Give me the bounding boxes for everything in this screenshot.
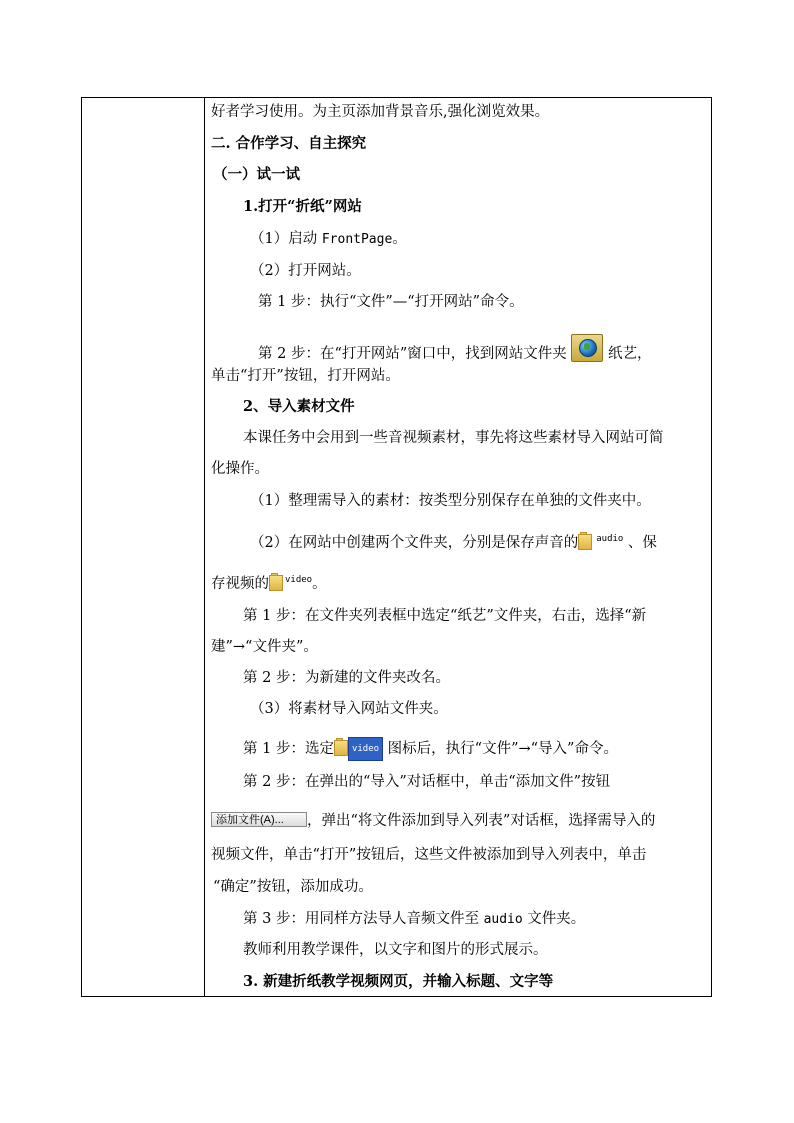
text-line (250, 229, 407, 250)
step-heading: 1.打开“折纸”网站 (243, 198, 362, 215)
text-line (243, 737, 618, 761)
text-line: 第 1 步：在文件夹列表框中选定“纸艺”文件夹，右击，选择“新 (243, 608, 647, 624)
text-line: （1）整理需导入的素材：按类型分别保存在单独的文件夹中。 (250, 493, 651, 509)
text-line (258, 334, 652, 364)
text-fragment: 文件夹。 (522, 911, 586, 927)
text-fragment: 存视频的 (211, 576, 269, 592)
text-line (211, 570, 327, 594)
text-line: 第 1 步：执行“文件”—“打开网站”命令。 (258, 294, 524, 310)
text-fragment: 图标后，执行“文件”→“导入”命令。 (383, 741, 618, 757)
globe-icon (579, 339, 597, 357)
column-divider (204, 98, 205, 996)
text-fragment: 、保 (623, 535, 657, 551)
audio-folder-label: audio (596, 534, 624, 544)
folder-icon (578, 532, 592, 550)
text-fragment: ，弹出“将文件添加到导入列表”对话框，选择需导入的 (307, 813, 656, 829)
subsection-heading: （一）试一试 (213, 166, 300, 183)
add-file-button: 添加文件(A)... (211, 812, 307, 827)
section-heading: 二. 合作学习、自主探究 (211, 135, 367, 152)
text-line: 第 2 步：在弹出的“导入”对话框中，单击“添加文件”按钮 (243, 774, 611, 790)
text-fragment: 第 1 步：选定 (243, 741, 334, 757)
text-line: 好者学习使用。为主页添加背景音乐,强化浏览效果。 (211, 104, 550, 120)
text-line: 视频文件，单击“打开”按钮后，这些文件被添加到导入列表中，单击 (211, 847, 647, 863)
web-folder-icon (571, 334, 603, 362)
text-line: “确定”按钮，添加成功。 (213, 879, 373, 895)
text-line: 第 2 步：为新建的文件夹改名。 (243, 670, 450, 686)
video-folder-label: video (285, 575, 313, 585)
text-fragment: 第 3 步：用同样方法导人音频文件至 (243, 911, 484, 927)
folder-name: audio (483, 912, 523, 927)
text-fragment: 。 (312, 576, 327, 592)
app-name: FrontPage (321, 232, 393, 247)
text-line (243, 909, 585, 930)
text-line: 教师利用教学课件，以文字和图片的形式展示。 (243, 942, 548, 958)
text-fragment: 纸艺， (603, 346, 652, 362)
text-line: （2）打开网站。 (250, 263, 361, 279)
text-line (211, 811, 655, 831)
video-folder-selected: video (348, 737, 383, 761)
text-line (250, 529, 657, 553)
folder-icon (334, 738, 348, 756)
step-heading: 3. 新建折纸教学视频网页，并输入标题、文字等 (243, 973, 554, 990)
text-line: 化操作。 (211, 461, 269, 477)
text-fragment: 。 (392, 231, 407, 247)
text-line: 建”→“文件夹”。 (211, 639, 318, 655)
folder-icon (269, 573, 283, 591)
text-line: （3）将素材导入网站文件夹。 (250, 701, 448, 717)
text-line: 单击“打开”按钮，打开网站。 (211, 368, 400, 384)
text-fragment: 第 2 步：在“打开网站”窗口中，找到网站文件夹 (258, 346, 572, 362)
text-line: 本课任务中会用到一些音视频素材，事先将这些素材导入网站可简 (243, 430, 664, 446)
text-fragment: （2）在网站中创建两个文件夹，分别是保存声音的 (250, 535, 579, 551)
text-fragment: （1）启动 (250, 231, 322, 247)
step-heading: 2、导入素材文件 (243, 398, 355, 415)
